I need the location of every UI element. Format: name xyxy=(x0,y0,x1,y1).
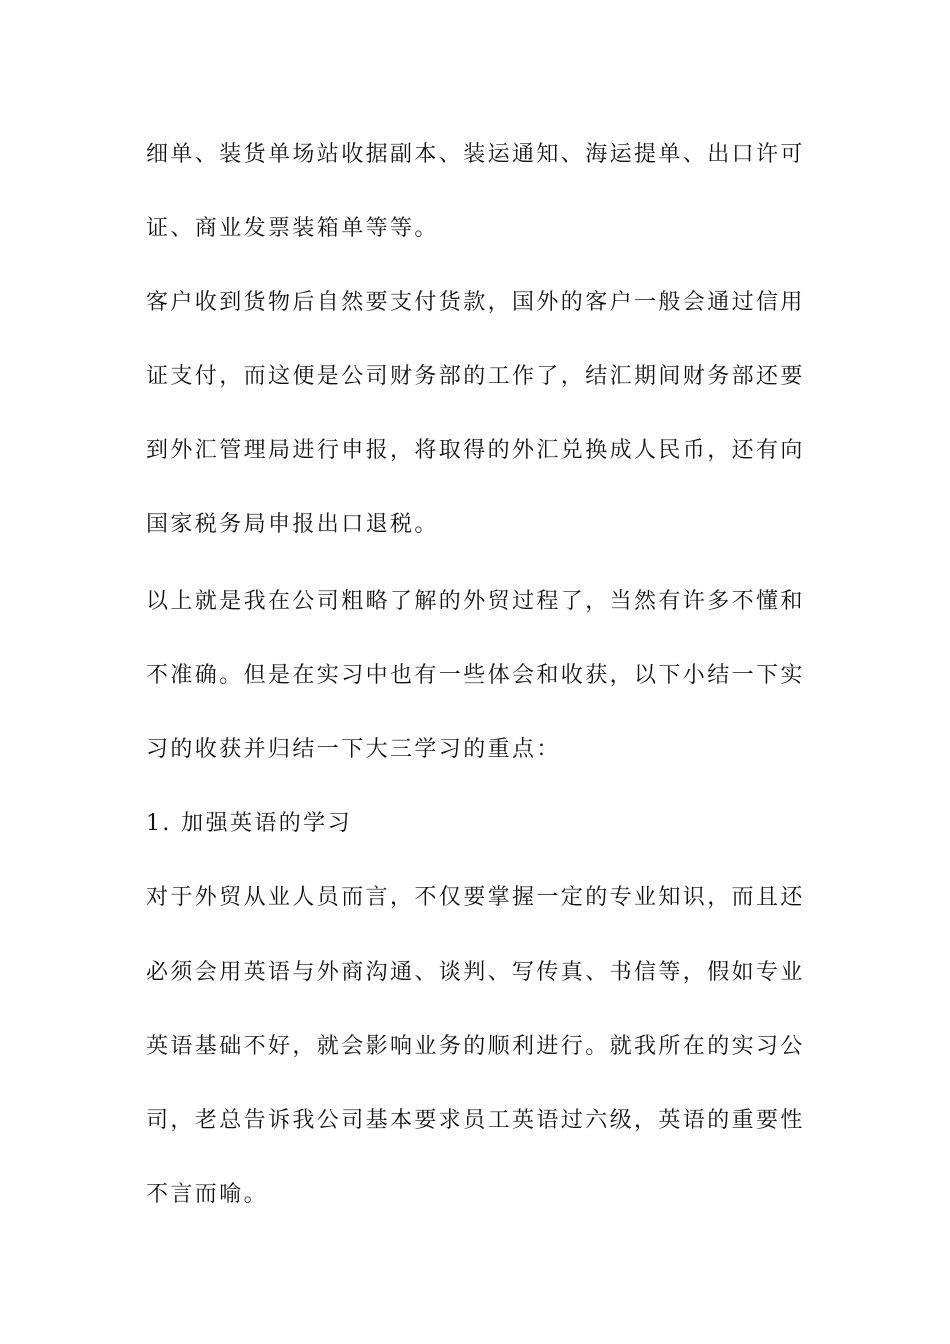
text-line: 必须会用英语与外商沟通、谈判、写传真、书信等，假如专业 xyxy=(146,960,805,985)
text-line: 到外汇管理局进行申报，将取得的外汇兑换成人民币，还有向 xyxy=(146,438,805,463)
section-heading: 1. 加强英语的学习 xyxy=(146,811,352,836)
text-line: 司，老总告诉我公司基本要求员工英语过六级，英语的重要性 xyxy=(146,1108,805,1133)
text-line: 习的收获并归结一下大三学习的重点： xyxy=(146,737,561,762)
text-line: 以上就是我在公司粗略了解的外贸过程了，当然有许多不懂和 xyxy=(146,589,805,614)
text-line: 客户收到货物后自然要支付货款，国外的客户一般会通过信用 xyxy=(146,290,805,315)
text-line: 细单、装货单场站收据副本、装运通知、海运提单、出口许可 xyxy=(146,142,805,167)
text-line: 英语基础不好，就会影响业务的顺利进行。就我所在的实习公 xyxy=(146,1034,805,1059)
text-line: 证支付，而这便是公司财务部的工作了，结汇期间财务部还要 xyxy=(146,364,805,389)
text-line: 对于外贸从业人员而言，不仅要掌握一定的专业知识，而且还 xyxy=(146,885,805,910)
text-line: 国家税务局申报出口退税。 xyxy=(146,512,439,537)
text-line: 不准确。但是在实习中也有一些体会和收获，以下小结一下实 xyxy=(146,663,805,688)
text-line: 证、商业发票装箱单等等。 xyxy=(146,216,439,241)
text-line: 不言而喻。 xyxy=(146,1182,269,1207)
